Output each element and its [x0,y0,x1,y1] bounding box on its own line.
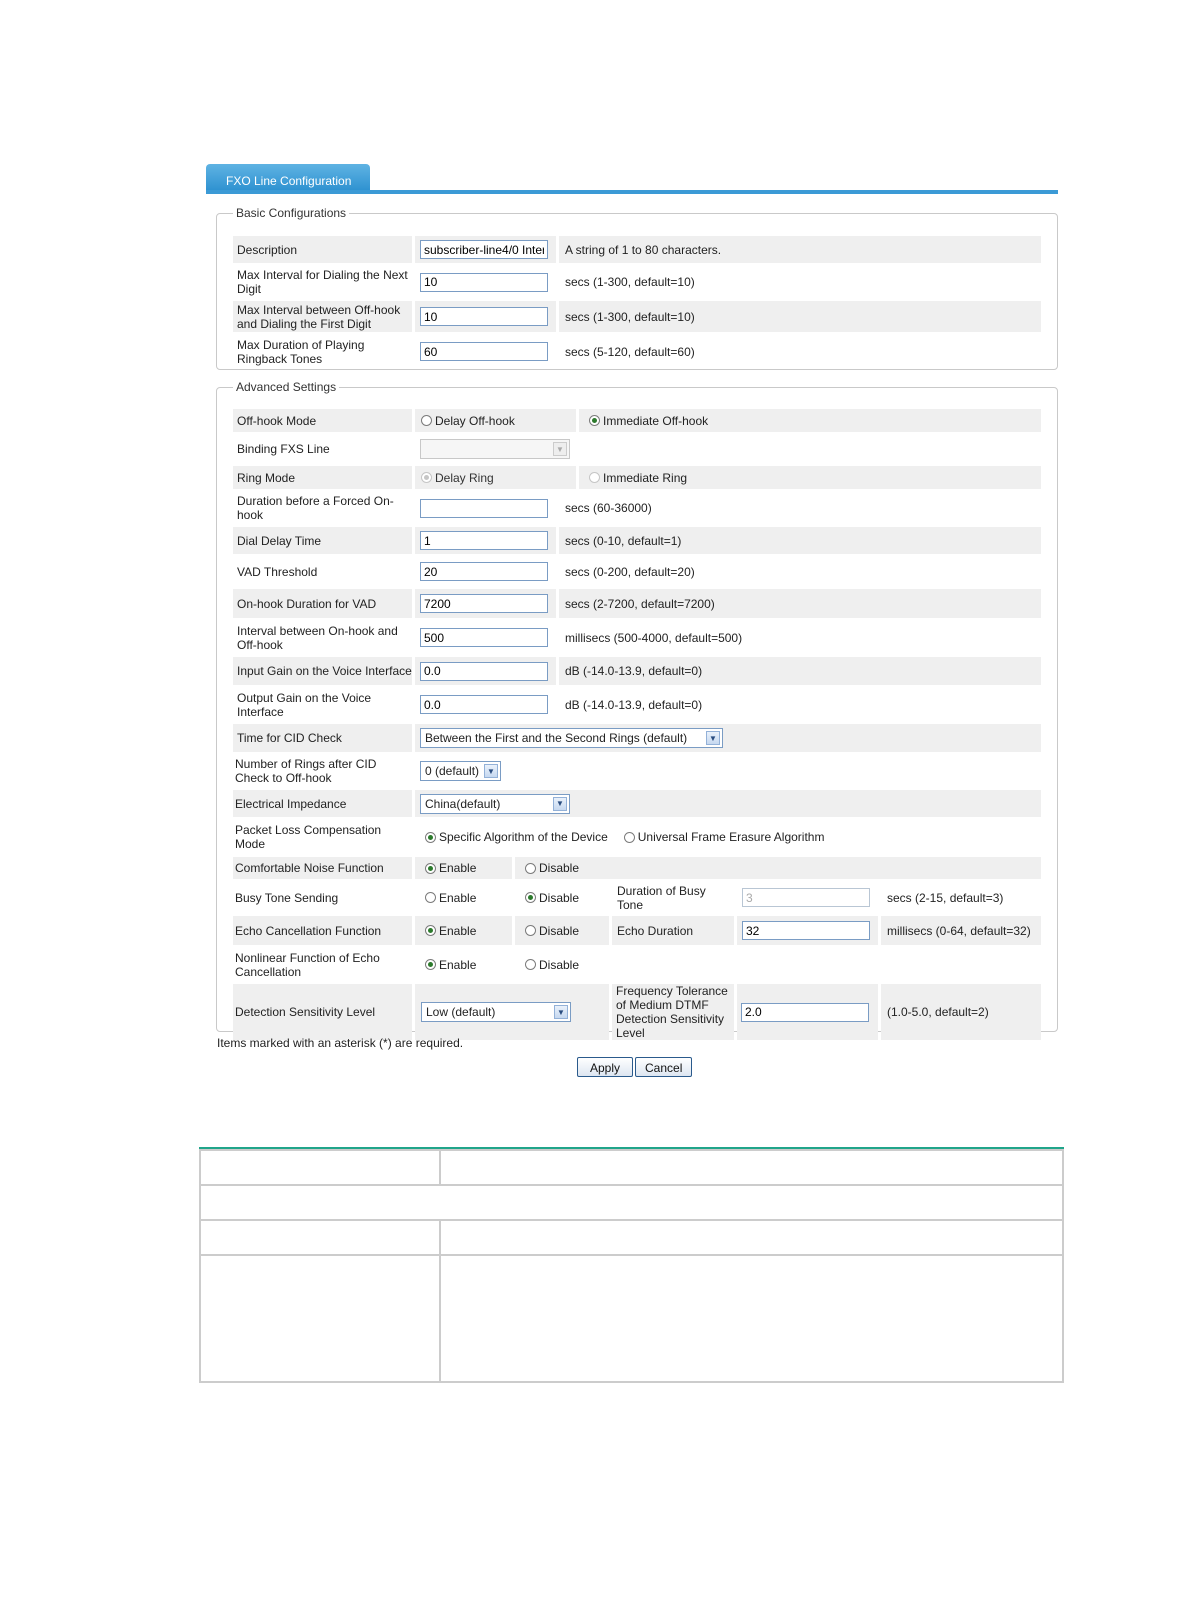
advanced-settings-legend: Advanced Settings [236,380,337,394]
interval-onoff-input[interactable] [420,628,548,647]
required-note: Items marked with an asterisk (*) are required. [217,1036,464,1050]
nonlinear-disable-radio[interactable]: Disable [525,958,579,972]
busy-tone-duration-input[interactable] [742,888,870,907]
table-cell [440,1255,1063,1382]
description-row [233,236,1041,263]
table-cell [200,1220,440,1255]
echo-duration-label: Echo Duration [612,916,734,945]
radio-circle-icon [525,925,536,936]
busy-tone-enable-radio[interactable]: Enable [425,891,476,905]
apply-button[interactable]: Apply [577,1057,633,1077]
chevron-down-icon: ▼ [484,764,498,778]
max-interval-next-digit-label: Max Interval for Dialing the Next Digit [237,268,408,296]
plc-universal-radio[interactable]: Universal Frame Erasure Algorithm [624,830,825,844]
onhook-vad-input[interactable] [420,594,548,613]
chevron-down-icon: ▼ [553,797,567,811]
onhook-vad-hint: secs (2-7200, default=7200) [559,589,1041,618]
radio-circle-icon [624,832,635,843]
plc-mode-row [233,820,1041,854]
rings-after-cid-select[interactable]: 0 (default) ▼ [420,761,501,781]
chevron-down-icon: ▼ [554,1005,568,1019]
offhook-mode-row [233,409,1041,432]
advanced-settings-group [216,380,1058,1040]
cid-check-label: Time for CID Check [233,724,412,752]
forced-onhook-input[interactable] [420,499,548,518]
table-row [200,1220,1063,1255]
dial-delay-label: Dial Delay Time [233,527,412,554]
chevron-down-icon: ▼ [706,731,720,745]
cid-check-select[interactable]: Between the First and the Second Rings (default) ▼ [420,728,723,748]
frequency-tolerance-hint: (1.0-5.0, default=2) [881,984,1041,1040]
busy-tone-label: Busy Tone Sending [235,890,339,905]
comfort-noise-row [233,857,1041,879]
table-row [200,1255,1063,1382]
cancel-button[interactable]: Cancel [635,1057,692,1077]
ring-mode-row [233,466,1041,489]
vad-threshold-hint: secs (0-200, default=20) [565,564,695,579]
input-gain-label: Input Gain on the Voice Interface [233,657,412,685]
detection-select[interactable]: Low (default) ▼ [421,1002,571,1022]
max-duration-ringback-row [233,335,1041,368]
interval-onoff-row [233,621,1041,654]
table-row [200,1185,1063,1220]
offhook-mode-label: Off-hook Mode [233,409,412,432]
radio-selected-icon [425,959,436,970]
rings-after-cid-row [233,755,1041,787]
binding-fxs-select[interactable] [420,439,570,459]
interval-onoff-label: Interval between On-hook and Off-hook [237,623,398,652]
binding-fxs-label: Binding FXS Line [237,442,330,456]
radio-circle-icon [525,959,536,970]
ring-immediate-radio[interactable]: Immediate Ring [589,471,687,485]
echo-duration-input[interactable] [742,921,870,940]
table-cell [440,1220,1063,1255]
dial-delay-row [233,527,1041,554]
nonlinear-row [233,948,1041,981]
output-gain-hint: dB (-14.0-13.9, default=0) [565,697,703,712]
chevron-down-icon: ▼ [553,442,567,456]
radio-selected-icon [525,892,536,903]
tab-underline [206,190,1058,194]
dial-delay-input[interactable] [420,531,548,550]
impedance-row [233,790,1041,817]
vad-threshold-row [233,557,1041,586]
comfort-noise-enable-radio[interactable]: Enable [425,861,476,875]
busy-tone-row [233,882,1041,913]
radio-disabled-icon [589,472,600,483]
radio-selected-icon [425,925,436,936]
cid-check-row [233,724,1041,752]
nonlinear-label: Nonlinear Function of Echo Cancellation [235,950,380,979]
echo-cancel-enable-radio[interactable]: Enable [425,924,476,938]
radio-circle-icon [525,863,536,874]
forced-onhook-hint: secs (60-36000) [565,501,652,515]
table-cell [200,1255,440,1382]
output-gain-label: Output Gain on the Voice Interface [237,690,372,719]
onhook-vad-row [233,589,1041,618]
detection-label: Detection Sensitivity Level [233,984,412,1040]
table-cell [200,1185,1063,1220]
binding-fxs-row [233,435,1041,463]
offhook-immediate-radio[interactable]: Immediate Off-hook [589,414,708,428]
nonlinear-enable-radio[interactable]: Enable [425,958,476,972]
description-input[interactable] [420,240,548,259]
output-gain-input[interactable] [420,695,548,714]
max-interval-next-digit-input[interactable] [420,273,548,292]
output-gain-row [233,688,1041,721]
impedance-select[interactable]: China(default) ▼ [420,794,570,814]
max-interval-first-digit-label: Max Interval between Off-hook and Dialing the First Digit [233,301,412,332]
description-label: Description [233,236,412,263]
radio-selected-icon [425,832,436,843]
busy-tone-duration-hint: secs (2-15, default=3) [887,890,1004,905]
ring-delay-radio[interactable]: Delay Ring [421,471,494,485]
max-interval-next-digit-hint: secs (1-300, default=10) [565,275,695,289]
max-duration-ringback-input[interactable] [420,342,548,361]
table-cell [200,1150,440,1185]
echo-cancel-label: Echo Cancellation Function [233,916,412,945]
radio-selected-disabled-icon [421,472,432,483]
busy-tone-disable-radio[interactable]: Disable [525,891,579,905]
plc-specific-radio[interactable]: Specific Algorithm of the Device [425,830,608,844]
radio-circle-icon [421,415,432,426]
description-hint: A string of 1 to 80 characters. [559,236,1041,263]
frequency-tolerance-label: Frequency Tolerance of Medium DTMF Detection Sensitivity Level [612,984,734,1040]
input-gain-input[interactable] [420,662,548,681]
interval-onoff-hint: millisecs (500-4000, default=500) [565,630,743,645]
max-interval-first-digit-input[interactable] [420,307,548,326]
description-table [199,1149,1064,1383]
ring-mode-label: Ring Mode [233,466,412,489]
comfort-noise-label: Comfortable Noise Function [233,857,412,879]
tab-fxo-line-configuration[interactable]: FXO Line Configuration [206,164,370,193]
input-gain-row [233,657,1041,685]
echo-cancel-row [233,916,1041,945]
forced-onhook-label: Duration before a Forced On-hook [237,494,394,522]
input-gain-hint: dB (-14.0-13.9, default=0) [559,657,1041,685]
echo-cancel-disable-radio[interactable]: Disable [525,924,579,938]
comfort-noise-disable-radio[interactable]: Disable [525,861,579,875]
radio-selected-icon [589,415,600,426]
dial-delay-hint: secs (0-10, default=1) [559,527,1041,554]
max-duration-ringback-hint: secs (5-120, default=60) [565,344,695,359]
plc-mode-label: Packet Loss Compensation Mode [235,823,382,851]
rings-after-cid-label: Number of Rings after CID Check to Off-hook [235,757,377,785]
busy-tone-duration-label: Duration of Busy Tone [617,883,706,912]
vad-threshold-label: VAD Threshold [237,564,318,579]
impedance-label: Electrical Impedance [233,790,412,817]
table-cell [440,1150,1063,1185]
frequency-tolerance-input[interactable] [741,1003,869,1022]
basic-configurations-legend: Basic Configurations [236,206,347,220]
max-interval-first-digit-hint: secs (1-300, default=10) [559,301,1041,332]
onhook-vad-label: On-hook Duration for VAD [233,589,412,618]
basic-configurations-group [216,206,1058,370]
offhook-delay-radio[interactable]: Delay Off-hook [421,414,515,428]
radio-circle-icon [425,892,436,903]
max-interval-next-digit-row [233,266,1041,298]
forced-onhook-row [233,492,1041,524]
echo-duration-hint: millisecs (0-64, default=32) [881,916,1041,945]
max-duration-ringback-label: Max Duration of Playing Ringback Tones [237,337,365,366]
radio-selected-icon [425,863,436,874]
vad-threshold-input[interactable] [420,562,548,581]
detection-row [233,984,1041,1040]
max-interval-first-digit-row [233,301,1041,332]
table-row [200,1150,1063,1185]
